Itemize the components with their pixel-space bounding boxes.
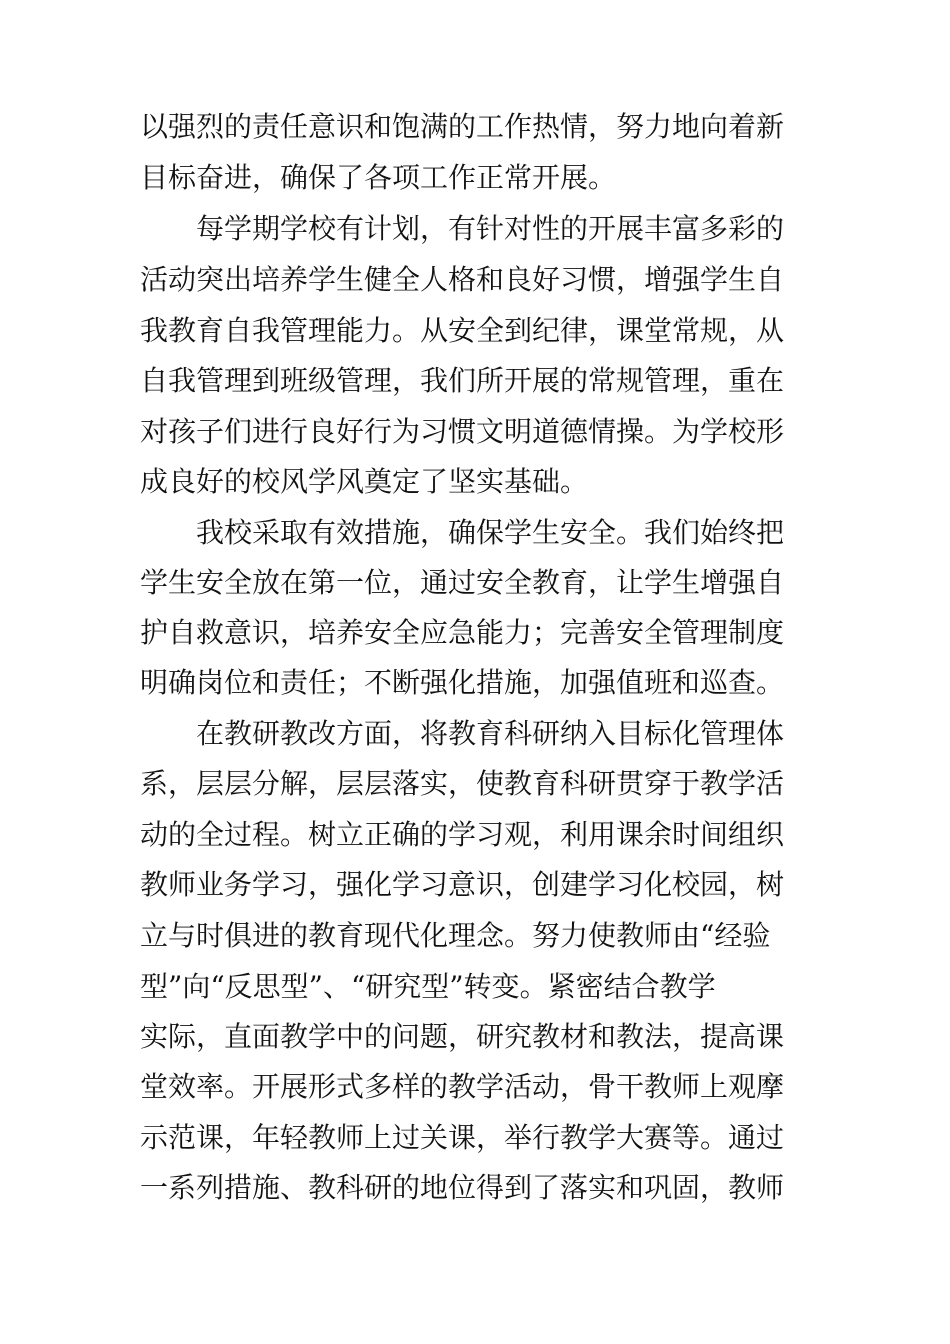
text-line: 对孩子们进行良好行为习惯文明道德情操。为学校形 (140, 415, 785, 448)
text-line: 堂效率。开展形式多样的教学活动，骨干教师上观摩 (140, 1070, 785, 1103)
text-line: 明确岗位和责任；不断强化措施，加强值班和巡查。 (140, 666, 785, 699)
paragraph-first-line: 我校采取有效措施，确保学生安全。我们始终把 (196, 516, 785, 549)
text-line: 立与时俱进的教育现代化理念。努力使教师由“经验 (140, 919, 771, 952)
text-line: 动的全过程。树立正确的学习观，利用课余时间组织 (140, 818, 785, 851)
text-line: 以强烈的责任意识和饱满的工作热情，努力地向着新 (140, 110, 785, 143)
text-line: 目标奋进，确保了各项工作正常开展。 (140, 161, 617, 194)
paragraph-first-line: 在教研教改方面，将教育科研纳入目标化管理体 (196, 717, 785, 750)
text-line: 成良好的校风学风奠定了坚实基础。 (140, 465, 589, 498)
text-line: 学生安全放在第一位，通过安全教育，让学生增强自 (140, 566, 785, 599)
text-line: 示范课，年轻教师上过关课，举行教学大赛等。通过 (140, 1121, 785, 1154)
paragraph-first-line: 每学期学校有计划，有针对性的开展丰富多彩的 (196, 212, 785, 245)
text-line: 自我管理到班级管理，我们所开展的常规管理，重在 (140, 364, 785, 397)
text-line: 实际，直面教学中的问题，研究教材和教法，提高课 (140, 1020, 785, 1053)
text-line: 活动突出培养学生健全人格和良好习惯，增强学生自 (140, 263, 785, 296)
text-line: 型”向“反思型”、“研究型”转变。紧密结合教学 (140, 970, 716, 1003)
text-line: 系，层层分解，层层落实，使教育科研贯穿于教学活 (140, 767, 785, 800)
text-line: 教师业务学习，强化学习意识，创建学习化校园，树 (140, 868, 785, 901)
text-line: 一系列措施、教科研的地位得到了落实和巩固，教师 (140, 1171, 785, 1204)
text-line: 我教育自我管理能力。从安全到纪律，课堂常规，从 (140, 314, 785, 347)
text-line: 护自救意识，培养安全应急能力；完善安全管理制度 (140, 616, 785, 649)
